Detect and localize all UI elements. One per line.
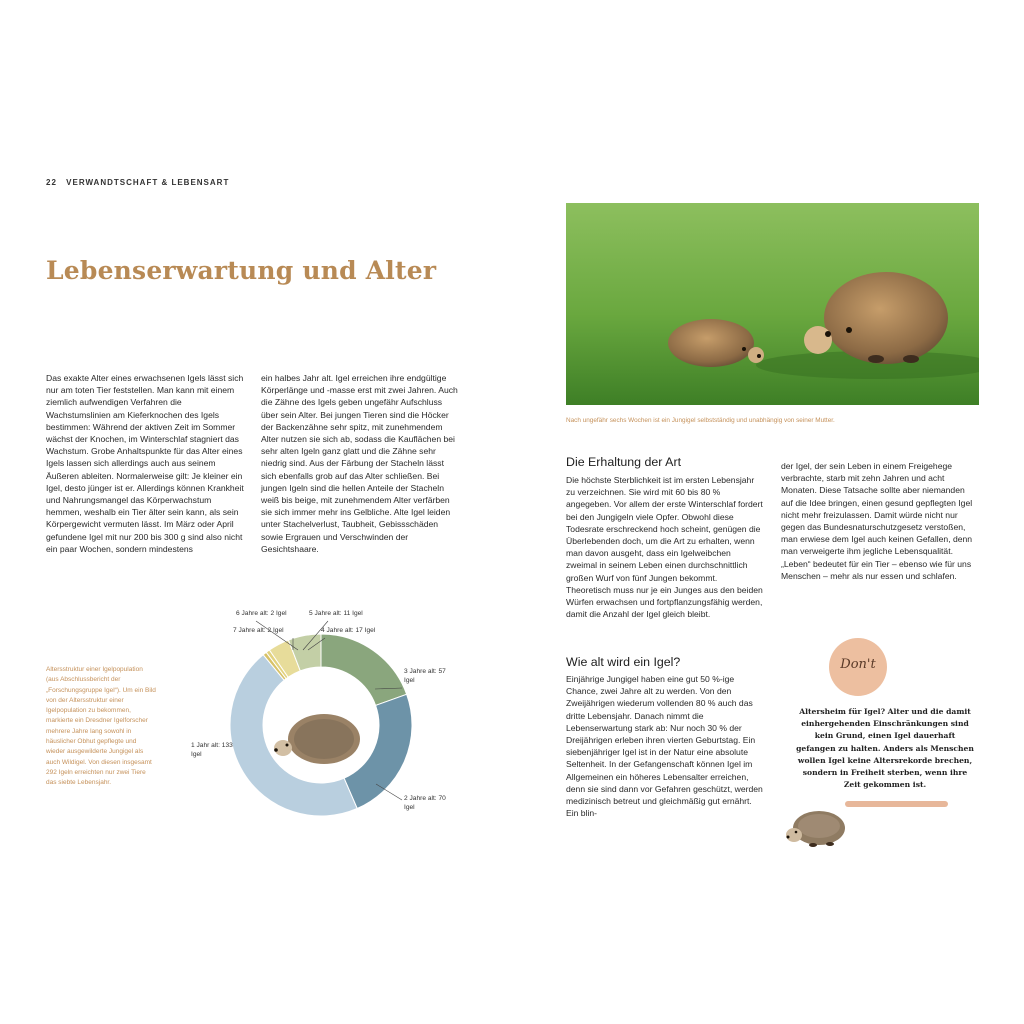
- body-column-3: [566, 474, 764, 620]
- running-header: [46, 178, 229, 187]
- chart-caption: Altersstruktur einer Igelpopulation (aus Abschlussbericht der „Forschungsgruppe Igel“). Um ein Bild von der Altersstruktur einer Igelpopulation zu bekommen, markierte ein Dresdner Igelforscher mehrere Jahre lang sowohl in häuslicher Obhut gepflegte und wieder ausgewilderte Jungigel als auch Wildigel. Von diesen insgesamt 292 Igeln erreichten nur zwei Tiere das siebte Lebensjahr.: [46, 666, 156, 787]
- highlight-stroke: [845, 801, 948, 807]
- chart-label: 1 Jahr alt: 133 Igel: [191, 742, 233, 758]
- photo-caption: Nach ungefähr sechs Wochen ist ein Jungigel selbstständig und unabhängig von seiner Mutter.: [566, 417, 835, 424]
- body-column-1: [46, 372, 244, 555]
- page-number: 22: [46, 178, 57, 187]
- paragraph: ein halbes Jahr alt. Igel erreichen ihre endgültige Körperlänge und -masse erst mit zwei Jahren. Auch die Zähne des Igels geben ungefähr Aufschluss über sein Alter. Bei jungen Tieren sind die Höcker der Backenzähne sehr spitz, mit zunehmendem Alter nutzen sie sich ab, sodass die Kauflächen bei sehr alten Igeln ganz glatt und die Zähne sehr niedrig sind. Aus der Färbung der Stacheln lässt sich ebenfalls grob auf das Alter schließen. Bei jungen Igeln sind die hellen Anteile der Stacheln weiß bis beige, mit zunehmendem Alter verfärben sie sich immer mehr ins Gelbliche. Alte Igel leiden unter Stachelverlust, Taubheit, Gebissschäden sowie Ergrauen und Verschwinden der Gesichtshaare.: [261, 373, 458, 554]
- donut-slice-3: [321, 634, 407, 705]
- hedgehog-photo: [566, 203, 979, 405]
- dont-text: Altersheim für Igel? Alter und die damit einhergehenden Einschränkungen sind kein Grund, einen Igel dauerhaft gefangen zu halten. Anders als Menschen wollen Igel keine Altersrekorde brechen, sondern in Freiheit sterben, wenn ihre Zeit gekommen ist.: [796, 707, 974, 790]
- chart-label: 6 Jahre alt: 2 Igel: [236, 610, 287, 617]
- chart-label: 3 Jahre alt: 57 Igel: [404, 668, 446, 684]
- chart-label: 5 Jahre alt: 11 Igel: [309, 610, 363, 617]
- chart-label: 7 Jahre alt: 2 Igel: [233, 627, 284, 634]
- paragraph: Einjährige Jungigel haben eine gut 50 %-ige Chance, zwei Jahre alt zu werden. Von den Zweijährigen wiederum vollenden 80 % auch das dritte Lebensjahr. Danach nimmt die Lebenserwartung stark ab: Nur noch 30 % der Dreijährigen erleben ihren vierten Geburtstag. Ein siebenjähriger Igel ist in der Natur eine absolute Seltenheit. In der Gefangenschaft können Igel im Allgemeinen ein höheres Lebensalter erreichen, denn sie sind dann vor Gefahren geschützt, werden medizinisch betreut und gleichmäßig gut ernährt. Ein blin-: [566, 674, 763, 819]
- dont-badge-label: Don't: [840, 657, 876, 672]
- chart-label: 4 Jahre alt: 17 Igel: [321, 627, 376, 634]
- section-title: VERWANDTSCHAFT & LEBENSART: [66, 178, 230, 187]
- section-heading: Die Erhaltung der Art: [566, 455, 682, 469]
- chart-label: 2 Jahre alt: 70 Igel: [404, 795, 446, 811]
- hedgehog-illustration: [783, 802, 848, 850]
- paragraph: Das exakte Alter eines erwachsenen Igels lässt sich nur am toten Tier feststellen. Man kann mit einem ziemlich aufwendigen Verfahren die Wachstumslinien am Kieferknochen des Igels bestimmen: Während der aktiven Zeit im Sommer wächst der Knochen, im Winterschlaf stagniert das Wachstum. Grobe Anhaltspunkte für das Alter eines Igels lassen sich allerdings auch aus seinem Äußeren ableiten. Normalerweise gilt: Je kleiner ein Igel, desto jünger ist er. Allerdings können Krankheit und Nahrungsmangel das Körperwachstum hemmen, weshalb ein Tier älter sein kann, als sein Körpergewicht vermuten lässt. Im März oder April gefundene Igel mit nur 200 bis 300 g sind also nicht ein paar Wochen, sondern mindestens: [46, 373, 244, 554]
- paragraph: der Igel, der sein Leben in einem Freigehege verbrachte, starb mit zehn Jahren und acht Monaten. Diese Tatsache sollte aber niemanden auf die Idee bringen, einen gesund gepflegten Igel nicht mehr freizulassen. Damit würde nicht nur gegen das Bundesnaturschutzgesetz verstoßen, man erwiese dem Igel auch keinen Gefallen, denn man verweigerte ihm jegliche Lebensqualität. „Leben“ bedeutet für ein Tier – ebenso wie für uns Menschen – mehr als nur essen und schlafen.: [781, 461, 973, 581]
- body-column-3b: [566, 673, 764, 819]
- body-column-2: [261, 372, 460, 555]
- paragraph: Die höchste Sterblichkeit ist im ersten Lebensjahr zu verzeichnen. Sie wird mit 60 bis 80 % angegeben. Vor allem der erste Winterschlaf fordert bei den Jungigeln viele Opfer. Obwohl diese Todesrate erschreckend hoch scheint, genügen die Überlebenden doch, um die Art zu erhalten, wenn man davon ausgeht, dass ein Igelweibchen zweimal in seinem Leben einen durchschnittlich großen Wurf von fünf Jungen bekommt. Theoretisch muss nur je ein Junges aus den beiden Würfen erwachsen und fortpflanzungsfähig werden, damit die Anzahl der Igel gleich bleibt.: [566, 475, 763, 620]
- body-column-4: [781, 460, 979, 582]
- page-title: Lebenserwartung und Alter: [46, 256, 437, 285]
- section-heading: Wie alt wird ein Igel?: [566, 655, 681, 669]
- hedgehog-illustration: [274, 714, 360, 764]
- dont-badge: [829, 638, 887, 696]
